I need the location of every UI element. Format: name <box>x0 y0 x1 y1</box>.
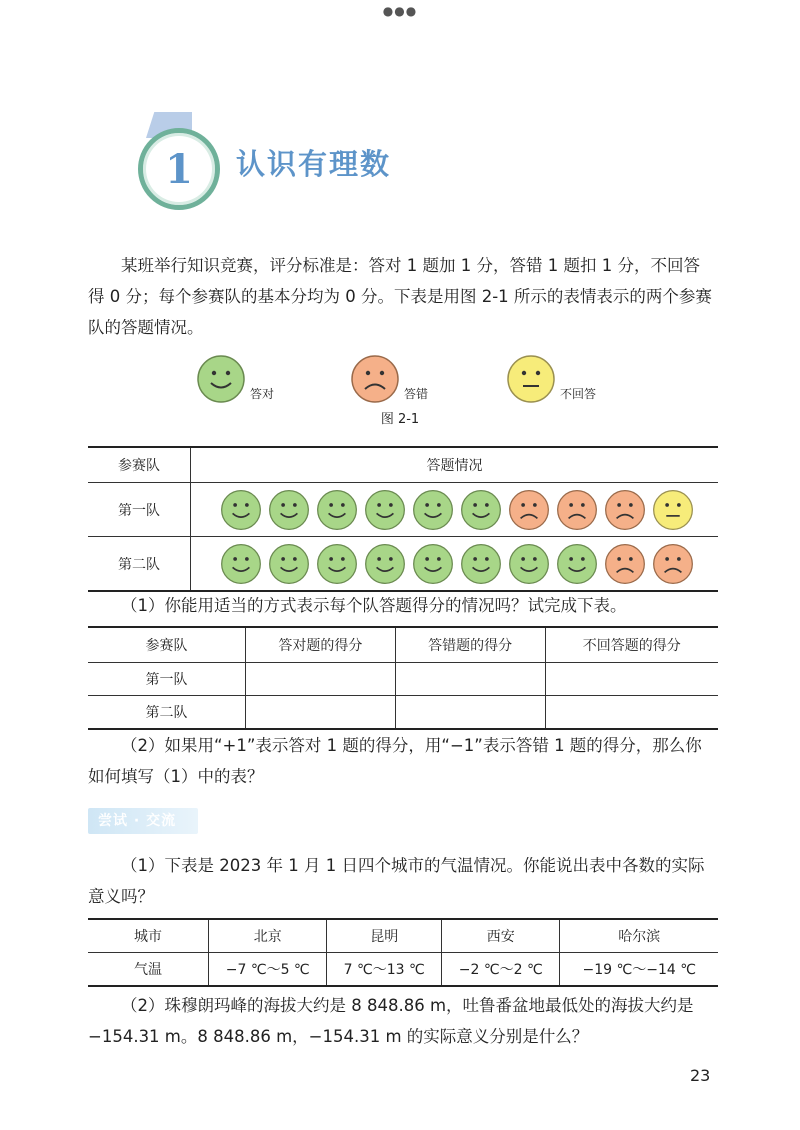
try-question-2: （2）珠穆朗玛峰的海拔大约是 8 848.86 m，吐鲁番盆地最低处的海拔大约是 −154.31 m。8 848.86 m，−154.31 m 的实际意义分别是什么？ <box>88 996 694 1046</box>
try-question-1: （1）下表是 2023 年 1 月 1 日四个城市的气温情况。你能说出表中各数的实际意义吗？ <box>88 856 705 906</box>
legend-label-wrong: 答错 <box>404 387 429 401</box>
header-city-kunming: 昆明 <box>327 919 442 953</box>
team-name: 第一队 <box>88 483 191 537</box>
temperature-cell: −19 ℃～−14 ℃ <box>560 953 718 987</box>
temperature-table <box>88 918 718 987</box>
intro-paragraph: 某班举行知识竞赛，评分标准是：答对 1 题加 1 分，答错 1 题扣 1 分，不回答得 0 分；每个参赛队的基本分均为 0 分。下表是用图 2-1 所示的表情表示的两个参赛队的答题情况。 <box>88 256 712 337</box>
row-label-temperature: 气温 <box>88 953 209 987</box>
team-name: 第二队 <box>88 696 246 730</box>
header-answers: 答题情况 <box>191 447 719 483</box>
question-2: （2）如果用“+1”表示答对 1 题的得分，用“−1”表示答错 1 题的得分，那么你如何填写（1）中的表？ <box>88 736 702 786</box>
face-row-team-1 <box>192 489 717 531</box>
header-city-beijing: 北京 <box>209 919 327 953</box>
legend-neutral <box>506 354 596 404</box>
happy-face-icon <box>364 489 406 531</box>
section-heading <box>138 112 658 212</box>
sad-face-icon <box>556 489 598 531</box>
happy-face-icon <box>460 543 502 585</box>
neutral-face-icon <box>506 354 556 404</box>
header-team: 参赛队 <box>88 627 246 663</box>
page-number: 23 <box>690 1066 711 1085</box>
sad-face-icon <box>604 543 646 585</box>
legend-label-no-answer: 不回答 <box>560 387 597 401</box>
page-header-dots: ●●● <box>382 4 418 18</box>
happy-face-icon <box>220 543 262 585</box>
temperature-cell: −2 ℃～2 ℃ <box>442 953 560 987</box>
neutral-face-icon <box>652 489 694 531</box>
score-cell[interactable] <box>545 696 718 730</box>
score-cell[interactable] <box>545 663 718 696</box>
legend-sad <box>350 354 428 404</box>
face-row-team-2 <box>192 543 717 585</box>
temperature-cell: 7 ℃～13 ℃ <box>327 953 442 987</box>
happy-face-icon <box>508 543 550 585</box>
header-correct-score: 答对题的得分 <box>246 627 396 663</box>
section-title: 认识有理数 <box>236 147 392 181</box>
score-table <box>88 626 718 730</box>
happy-face-icon <box>412 489 454 531</box>
question-1: （1）你能用适当的方式表示每个队答题得分的情况吗？试完成下表。 <box>121 596 627 615</box>
score-cell[interactable] <box>395 696 545 730</box>
table-row <box>88 537 718 592</box>
temperature-table-header <box>88 919 718 953</box>
section-number: 1 <box>165 145 193 193</box>
figure-caption: 图 2-1 <box>380 412 420 427</box>
team-name: 第一队 <box>88 663 246 696</box>
header-team: 参赛队 <box>88 447 191 483</box>
answers-table <box>88 446 718 592</box>
team-name: 第二队 <box>88 537 191 592</box>
happy-face-icon <box>268 543 310 585</box>
happy-face-icon <box>460 489 502 531</box>
header-no-answer-score: 不回答题的得分 <box>545 627 718 663</box>
table-row <box>88 663 718 696</box>
header-city: 城市 <box>88 919 209 953</box>
sad-face-icon <box>652 543 694 585</box>
sad-face-icon <box>508 489 550 531</box>
happy-face-icon <box>364 543 406 585</box>
happy-face-icon <box>268 489 310 531</box>
score-cell[interactable] <box>246 663 396 696</box>
header-city-harbin: 哈尔滨 <box>560 919 718 953</box>
header-city-xian: 西安 <box>442 919 560 953</box>
happy-face-icon <box>412 543 454 585</box>
sad-face-icon <box>604 489 646 531</box>
score-table-header <box>88 627 718 663</box>
happy-face-icon <box>316 489 358 531</box>
answers-table-header <box>88 447 718 483</box>
legend-happy <box>196 354 274 404</box>
temperature-cell: −7 ℃～5 ℃ <box>209 953 327 987</box>
section-number-badge <box>138 128 220 210</box>
happy-face-icon <box>316 543 358 585</box>
table-row <box>88 953 718 987</box>
happy-face-icon <box>196 354 246 404</box>
legend-label-correct: 答对 <box>250 387 275 401</box>
table-row <box>88 483 718 537</box>
happy-face-icon <box>220 489 262 531</box>
table-row <box>88 696 718 730</box>
score-cell[interactable] <box>395 663 545 696</box>
sad-face-icon <box>350 354 400 404</box>
try-exchange-tag: 尝试 · 交流 <box>88 808 198 834</box>
happy-face-icon <box>556 543 598 585</box>
score-cell[interactable] <box>246 696 396 730</box>
header-wrong-score: 答错题的得分 <box>395 627 545 663</box>
